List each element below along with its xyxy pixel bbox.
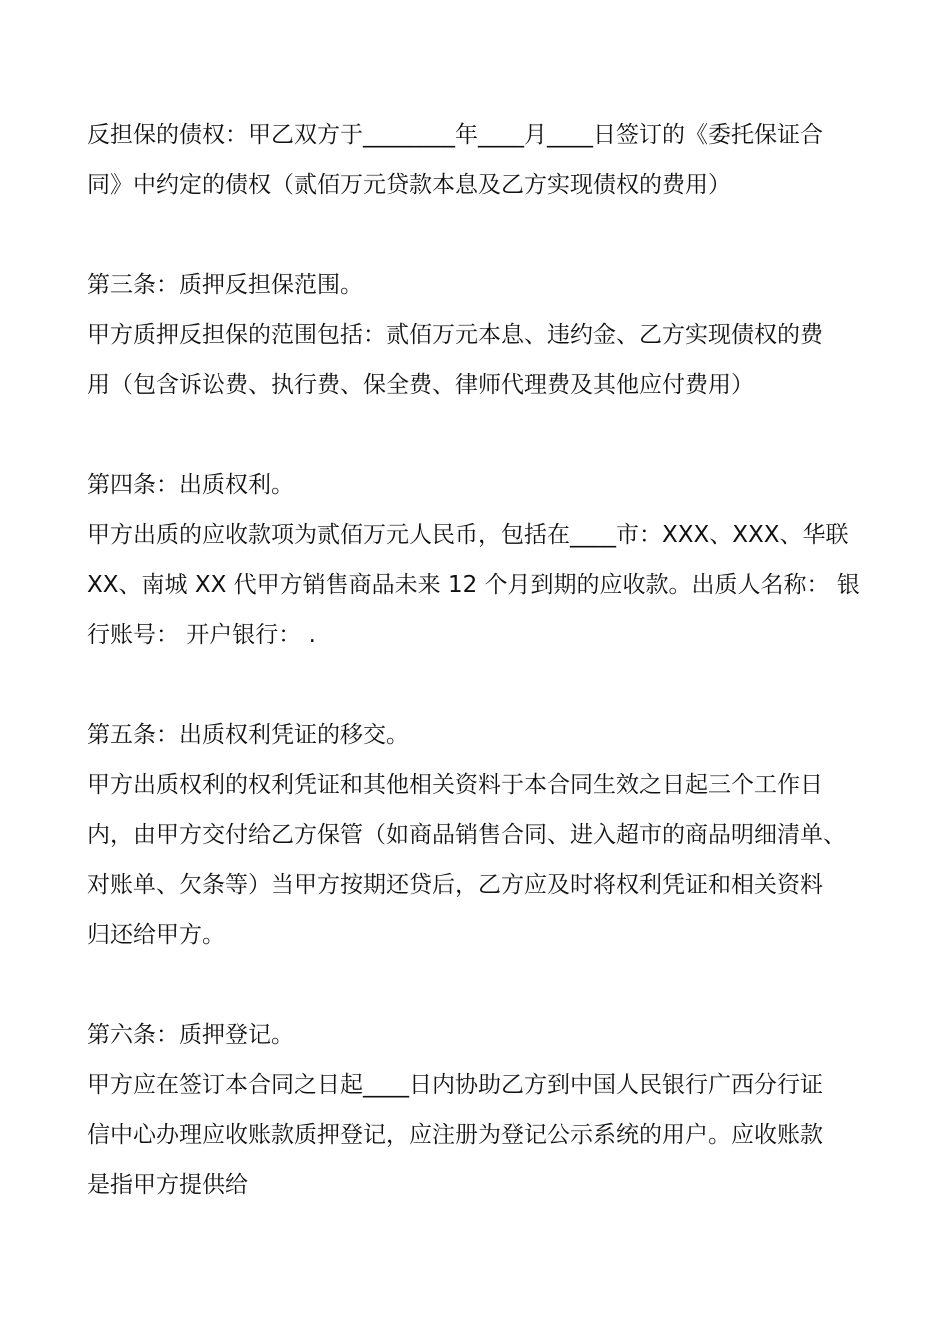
text-line: 行账号： 开户银行： . <box>87 622 316 648</box>
text-line: 内，由甲方交付给乙方保管（如商品销售合同、进入超市的商品明细清单、 <box>87 822 846 848</box>
paragraph-gap <box>87 210 887 260</box>
text-line: 信中心办理应收账款质押登记，应注册为登记公示系统的用户。应收账款 <box>87 1122 823 1148</box>
text-line: 用（包含诉讼费、执行费、保全费、律师代理费及其他应付费用） <box>87 372 754 398</box>
text-line: 同》中约定的债权（贰佰万元贷款本息及乙方实现债权的费用） <box>87 172 731 198</box>
text-line: 甲方出质的应收款项为贰佰万元人民币，包括在____市：XXX、XXX、华联 <box>87 522 849 548</box>
document-body <box>87 110 887 1210</box>
article-heading: 第三条：质押反担保范围。 <box>87 272 363 298</box>
text-line: 甲方应在签订本合同之日起____日内协助乙方到中国人民银行广西分行证 <box>87 1072 823 1098</box>
paragraph-gap <box>87 410 887 460</box>
text-line: 甲方出质权利的权利凭证和其他相关资料于本合同生效之日起三个工作日 <box>87 772 823 798</box>
article-heading: 第四条：出质权利。 <box>87 472 294 498</box>
paragraph-gap <box>87 960 887 1010</box>
text-line: 反担保的债权：甲乙双方于________年____月____日签订的《委托保证合 <box>87 122 823 148</box>
text-line: 是指甲方提供给 <box>87 1172 248 1198</box>
paragraph-gap <box>87 660 887 710</box>
article-heading: 第五条：出质权利凭证的移交。 <box>87 722 409 748</box>
text-line: 归还给甲方。 <box>87 922 225 948</box>
text-line: 对账单、欠条等）当甲方按期还贷后，乙方应及时将权利凭证和相关资料 <box>87 872 823 898</box>
article-heading: 第六条：质押登记。 <box>87 1022 294 1048</box>
text-line: XX、南城 XX 代甲方销售商品未来 12 个月到期的应收款。出质人名称： 银 <box>87 572 860 598</box>
text-line: 甲方质押反担保的范围包括：贰佰万元本息、违约金、乙方实现债权的费 <box>87 322 823 348</box>
